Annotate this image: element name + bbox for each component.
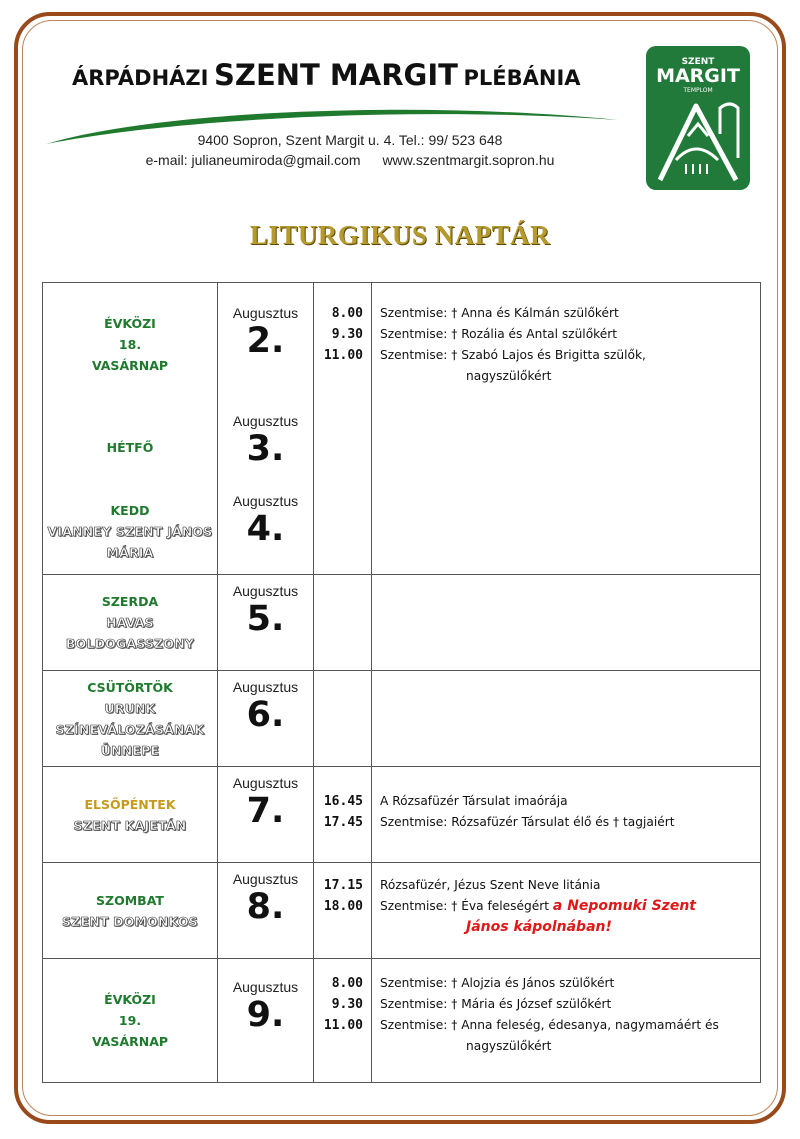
mass-time: 8.00	[331, 976, 363, 991]
day-name-cell	[43, 575, 218, 671]
day-number: 6.	[246, 695, 285, 735]
day-name-cell	[43, 407, 218, 489]
page-heading: LITURGIKUS NAPTÁR	[249, 220, 551, 250]
day-name-line: VASÁRNAP	[91, 358, 169, 374]
parish-address: 9400 Sopron, Szent Margit u. 4. Tel.: 99/ 523 648	[197, 132, 503, 148]
parish-title-prefix: ÁRPÁDHÁZI	[72, 66, 209, 90]
day-number: 8.	[246, 887, 285, 927]
month-label: Augusztus	[232, 775, 299, 791]
mass-time: 9.30	[331, 327, 363, 342]
mass-time: 18.00	[323, 899, 363, 914]
time-cell	[314, 959, 372, 1083]
mass-time: 11.00	[323, 1018, 363, 1033]
event-text: Szentmise: † Anna és Kálmán szülőkért	[380, 306, 619, 320]
month-label: Augusztus	[232, 979, 299, 995]
event-text: Szentmise: † Éva feleségért	[380, 899, 549, 913]
mass-time: 8.00	[331, 306, 363, 321]
saint-name-line: SZENT DOMONKOS	[61, 913, 199, 929]
event-text: Szentmise: † Anna feleség, édesanya, nagymamáért és	[380, 1018, 719, 1032]
month-label: Augusztus	[232, 871, 299, 887]
event-cell	[372, 283, 761, 407]
time-cell	[314, 407, 372, 489]
event-text: Szentmise: † Alojzia és János szülőkért	[380, 976, 615, 990]
day-name-cell	[43, 863, 218, 959]
calendar-row	[43, 575, 761, 671]
time-cell	[314, 489, 372, 575]
calendar-row	[43, 767, 761, 863]
logo-line2: MARGIT	[656, 65, 740, 87]
day-name-line: HÉTFŐ	[106, 440, 154, 455]
event-text-continuation: nagyszülőkért	[466, 369, 552, 383]
event-cell	[372, 863, 761, 959]
saint-name-line: SZENT KAJETÁN	[73, 817, 187, 833]
date-cell	[218, 283, 314, 407]
day-name-line: VASÁRNAP	[91, 1034, 169, 1049]
date-cell	[218, 863, 314, 959]
event-text: A Rózsafüzér Társulat imaórája	[380, 794, 568, 808]
calendar-row	[43, 671, 761, 767]
day-number: 7.	[246, 791, 285, 831]
day-name-line: KEDD	[110, 502, 150, 518]
saint-name-line: URUNK	[104, 700, 156, 716]
event-text: Szentmise: Rózsafüzér Társulat élő és † tagjaiért	[380, 815, 675, 829]
day-name-cell	[43, 767, 218, 863]
time-cell	[314, 575, 372, 671]
day-number: 5.	[246, 599, 285, 639]
date-cell	[218, 489, 314, 575]
event-cell	[372, 671, 761, 767]
day-name-line: ÉVKÖZI	[104, 316, 156, 332]
day-number: 9.	[246, 995, 285, 1035]
church-drawing-icon	[646, 46, 750, 190]
event-location-highlight-continuation: János kápolnában!	[466, 919, 612, 935]
event-text-with-location	[380, 896, 754, 917]
parish-website[interactable]: www.szentmargit.sopron.hu	[382, 152, 555, 168]
mass-time: 16.45	[323, 794, 363, 809]
day-number: 4.	[246, 508, 285, 549]
day-name-cell	[43, 959, 218, 1083]
day-name-line: 18.	[118, 337, 142, 353]
day-name-line: SZERDA	[101, 594, 159, 609]
time-cell	[314, 283, 372, 407]
time-cell	[314, 671, 372, 767]
time-cell	[314, 767, 372, 863]
day-number: 2.	[246, 321, 285, 361]
logo-line3: TEMPLOM	[683, 87, 713, 94]
event-cell	[372, 489, 761, 575]
parish-title-suffix: PLÉBÁNIA	[463, 66, 581, 90]
calendar-row	[43, 959, 761, 1083]
date-cell	[218, 671, 314, 767]
saint-name-line: VIANNEY SZENT JÁNOS	[47, 523, 213, 539]
month-label: Augusztus	[232, 583, 299, 599]
parish-title	[72, 58, 581, 92]
mass-time: 17.15	[323, 878, 363, 893]
event-text-continuation: nagyszülőkért	[466, 1039, 552, 1053]
date-cell	[218, 959, 314, 1083]
month-label: Augusztus	[232, 679, 299, 695]
mass-time: 9.30	[331, 997, 363, 1012]
logo-line1: SZENT	[681, 57, 715, 67]
day-name-line: ÉVKÖZI	[104, 992, 156, 1007]
date-cell	[218, 407, 314, 489]
event-cell	[372, 575, 761, 671]
event-text: Rózsafüzér, Jézus Szent Neve litánia	[380, 878, 601, 892]
day-name-cell	[43, 489, 218, 575]
church-logo	[646, 46, 750, 190]
saint-name-line: HAVAS	[106, 615, 154, 630]
saint-name-line: ÜNNEPE	[100, 742, 160, 758]
day-name-line: 19.	[118, 1013, 142, 1028]
day-number: 3.	[246, 428, 285, 469]
calendar-row	[43, 863, 761, 959]
month-label: Augusztus	[232, 305, 299, 321]
time-cell	[314, 863, 372, 959]
event-text: Szentmise: † Mária és József szülőkért	[380, 997, 612, 1011]
event-cell	[372, 959, 761, 1083]
date-cell	[218, 575, 314, 671]
month-label: Augusztus	[232, 492, 299, 509]
parish-title-name: SZENT MARGIT	[214, 58, 458, 92]
calendar-row	[43, 489, 761, 575]
day-name-cell	[43, 671, 218, 767]
mass-time: 11.00	[323, 348, 363, 363]
event-location-highlight: a Nepomuki Szent	[552, 898, 696, 914]
saint-name-line: BOLDOGASSZONY	[65, 636, 195, 651]
saint-name-line: SZÍNEVÁLOZÁSÁNAK	[55, 721, 205, 737]
date-cell	[218, 767, 314, 863]
parish-contact	[0, 152, 700, 168]
day-name-cell	[43, 283, 218, 407]
event-cell	[372, 407, 761, 489]
calendar-row	[43, 407, 761, 489]
saint-name-line: MÁRIA	[106, 544, 154, 560]
day-name-line: ELSŐPÉNTEK	[84, 796, 176, 812]
liturgical-calendar-table	[42, 282, 761, 1083]
month-label: Augusztus	[232, 412, 299, 429]
day-name-line: SZOMBAT	[96, 892, 164, 908]
day-name-line: CSÜTÖRTÖK	[87, 679, 173, 695]
event-text: Szentmise: † Szabó Lajos és Brigitta szülők,	[380, 348, 646, 362]
event-text: Szentmise: † Rozália és Antal szülőkért	[380, 327, 618, 341]
mass-time: 17.45	[323, 815, 363, 830]
event-cell	[372, 767, 761, 863]
calendar-row	[43, 283, 761, 407]
parish-email: e-mail: julianeumiroda@gmail.com	[145, 152, 361, 168]
